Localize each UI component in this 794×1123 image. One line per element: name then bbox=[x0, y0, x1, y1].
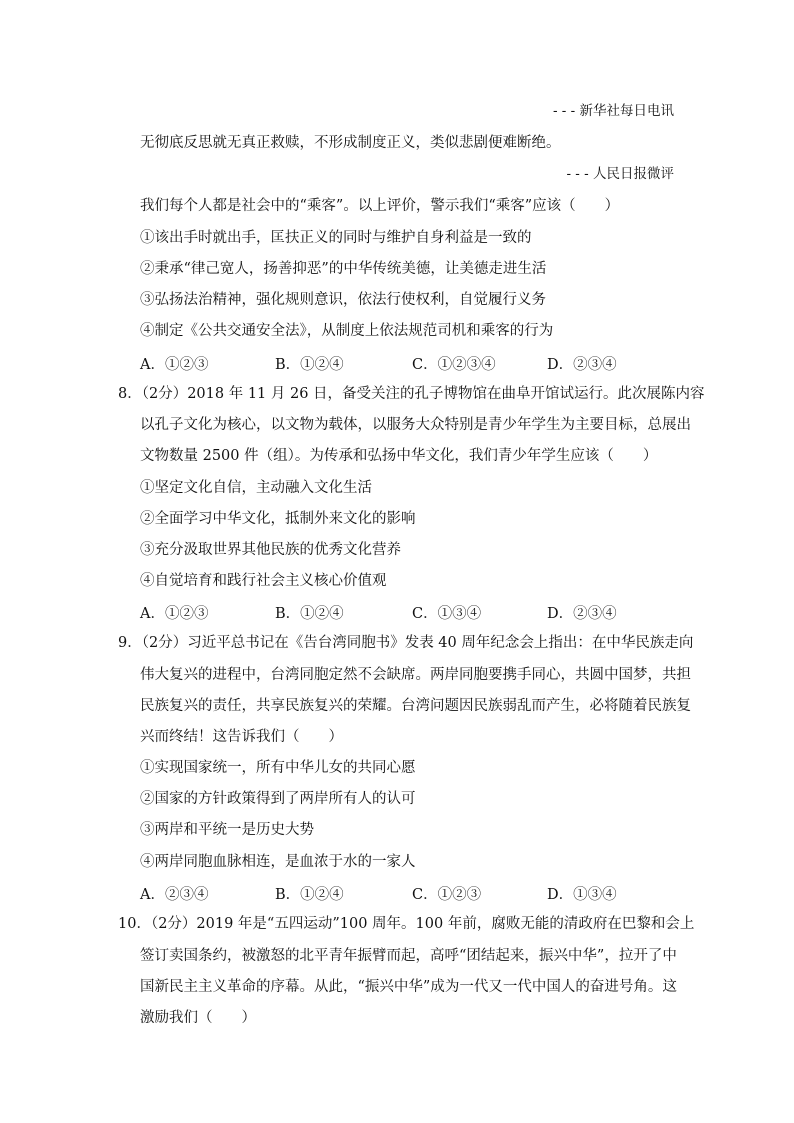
statement-item: ①该出手时就出手，匡扶正义的同时与维护自身利益是一致的 bbox=[140, 230, 532, 246]
option-d: D．①③④ bbox=[547, 887, 617, 903]
statement-item: ①实现国家统一，所有中华儿女的共同心愿 bbox=[140, 760, 416, 776]
option-b: B．①②④ bbox=[275, 887, 344, 903]
statement-item: ④制定《公共交通安全法》，从制度上依法规范司机和乘客的行为 bbox=[140, 323, 554, 339]
question-stem: 10．（2分）2019 年是“五四运动”100 周年。100 年前，腐败无能的清政府在巴黎和会上 bbox=[118, 916, 695, 932]
question-stem: 我们每个人都是社会中的“乘客”。以上评价，警示我们“乘客”应该（ ） bbox=[140, 198, 620, 214]
option-b: B．①②④ bbox=[275, 606, 344, 622]
option-a: A．①②③ bbox=[140, 606, 209, 622]
option-d: D．②③④ bbox=[547, 606, 617, 622]
question-stem: 文物数量 2500 件（组）。为传承和弘扬中华文化，我们青少年学生应该（ ） bbox=[140, 448, 658, 464]
statement-item: ③弘扬法治精神，强化规则意识，依法行使权利，自觉履行义务 bbox=[140, 292, 546, 308]
statement-item: ④自觉培育和践行社会主义核心价值观 bbox=[140, 573, 387, 589]
source-citation: - - - 新华社每日电讯 bbox=[552, 103, 674, 119]
option-c: C．①③④ bbox=[412, 606, 482, 622]
statement-item: ④两岸同胞血脉相连，是血浓于水的一家人 bbox=[140, 854, 416, 870]
option-a: A．①②③ bbox=[140, 357, 209, 373]
answer-options bbox=[140, 353, 660, 373]
statement-item: ②国家的方针政策得到了两岸所有人的认可 bbox=[140, 791, 416, 807]
question-stem: 激励我们（ ） bbox=[140, 1010, 256, 1026]
question-stem: 国新民主主义革命的序幕。从此，“振兴中华”成为一代又一代中国人的奋进号角。这 bbox=[140, 979, 677, 995]
statement-item: ②全面学习中华文化，抵制外来文化的影响 bbox=[140, 511, 416, 527]
quote-text: 无彻底反思就无真正救赎，不形成制度正义，类似悲剧便难断绝。 bbox=[140, 135, 561, 151]
statement-item: ③两岸和平统一是历史大势 bbox=[140, 822, 314, 838]
source-citation: - - - 人民日报微评 bbox=[566, 166, 674, 182]
option-a: A．②③④ bbox=[140, 887, 209, 903]
statement-item: ②秉承“律己宽人，扬善抑恶”的中华传统美德，让美德走进生活 bbox=[140, 261, 547, 277]
question-stem: 伟大复兴的进程中，台湾同胞定然不会缺席。两岸同胞要携手同心，共圆中国梦，共担 bbox=[140, 667, 691, 683]
option-d: D．②③④ bbox=[547, 357, 617, 373]
statement-item: ①坚定文化自信，主动融入文化生活 bbox=[140, 480, 372, 496]
question-stem: 9．（2分）习近平总书记在《告台湾同胞书》发表 40 周年纪念会上指出：在中华民族走向 bbox=[118, 635, 694, 651]
question-stem: 8．（2分）2018 年 11 月 26 日，备受关注的孔子博物馆在曲阜开馆试运行。此次展陈内容 bbox=[118, 386, 705, 402]
answer-options bbox=[140, 602, 660, 622]
option-c: C．①②③ bbox=[412, 887, 482, 903]
question-stem: 以孔子文化为核心，以文物为载体，以服务大众特别是青少年学生为主要目标，总展出 bbox=[140, 417, 691, 433]
answer-options bbox=[140, 883, 660, 903]
option-b: B．①②④ bbox=[275, 357, 344, 373]
question-stem: 签订卖国条约，被激怒的北平青年振臂而起，高呼“团结起来，振兴中华”，拉开了中 bbox=[140, 948, 677, 964]
question-stem: 兴而终结！这告诉我们（ ） bbox=[140, 729, 343, 745]
statement-item: ③充分汲取世界其他民族的优秀文化营养 bbox=[140, 542, 401, 558]
option-c: C．①②③④ bbox=[412, 357, 496, 373]
question-stem: 民族复兴的责任，共享民族复兴的荣耀。台湾问题因民族弱乱而产生，必将随着民族复 bbox=[140, 698, 691, 714]
